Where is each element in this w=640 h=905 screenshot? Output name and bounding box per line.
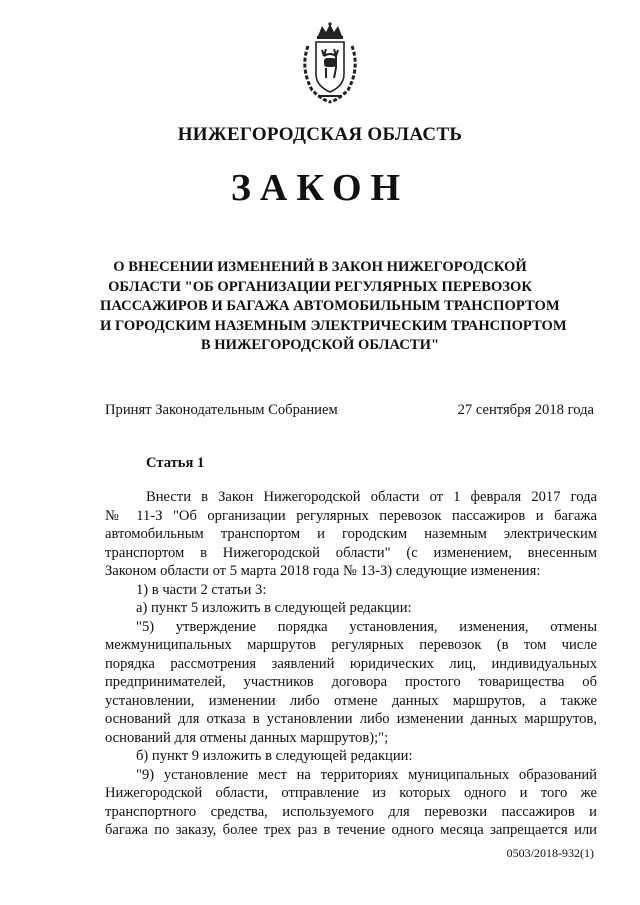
body-line: Внести в Закон Нижегородской области от 1 февраля 2017 года [146, 489, 597, 505]
body-line: Нижегородской области, отправление из которых одного и того же [105, 785, 597, 801]
title-line: О ВНЕСЕНИИ ИЗМЕНЕНИЙ В ЗАКОН НИЖЕГОРОДСКОЙ [113, 259, 527, 275]
law-title [100, 258, 567, 356]
body-line: транспортом в Нижегородской области" (с изменением, внесенным [105, 544, 597, 561]
article-body [105, 488, 597, 840]
document-type-heading: ЗАКОН [230, 167, 410, 209]
body-line: оснований для отмены данных маршрутов);"; [105, 729, 389, 746]
body-line: № 11-З "Об организации регулярных перевозок пассажиров и багажа [105, 507, 597, 524]
adopted-by-label: Принят Законодательным Собранием [105, 402, 338, 418]
body-line: "9) установление мест на территориях муниципальных образований [136, 766, 597, 783]
body-line: предпринимателей, участников договора простого товарищества об [105, 674, 597, 690]
title-line: В НИЖЕГОРОДСКОЙ ОБЛАСТИ" [200, 337, 440, 353]
coat-of-arms-icon [296, 22, 364, 104]
document-code: 0503/2018-932(1) [506, 846, 594, 860]
body-line: межмуниципальных маршрутов регулярных перевозок (в том числе [105, 637, 597, 653]
title-line: ПАССАЖИРОВ И БАГАЖА АВТОМОБИЛЬНЫМ ТРАНСПОРТОМ [100, 298, 560, 314]
body-line: автомобильным транспортом и городским наземным электрическим [105, 526, 597, 542]
body-line: а) пункт 5 изложить в следующей редакции: [136, 600, 412, 616]
article-heading: Статья 1 [146, 455, 205, 471]
body-line: "5) утверждение порядка установления, изменения, отмены [136, 618, 597, 635]
adopted-date: 27 сентября 2018 года [457, 402, 594, 418]
body-line: транспортного средства, используемого для перевозки пассажиров и [105, 803, 597, 820]
body-line: установлении, изменении либо отмене данных маршрутов, а также [105, 692, 597, 709]
region-heading: НИЖЕГОРОДСКАЯ ОБЛАСТЬ [177, 124, 463, 145]
body-line: багажа по заказу, более трех раз в течение одного месяца запрещается или [105, 822, 597, 838]
body-line: Законом области от 5 марта 2018 года № 13-З) следующие изменения: [105, 563, 541, 579]
body-line: порядка рассмотрения заявлений юридических лиц, индивидуальных [105, 655, 597, 672]
body-line: б) пункт 9 изложить в следующей редакции: [136, 748, 413, 764]
body-line: оснований для отказа в установлении либо изменении данных маршрутов, [105, 711, 597, 727]
title-line: И ГОРОДСКИМ НАЗЕМНЫМ ЭЛЕКТРИЧЕСКИМ ТРАНСПОРТОМ [100, 317, 567, 334]
title-line: ОБЛАСТИ "ОБ ОРГАНИЗАЦИИ РЕГУЛЯРНЫХ ПЕРЕВОЗОК [108, 278, 532, 295]
body-line: 1) в части 2 статьи 3: [136, 581, 267, 598]
